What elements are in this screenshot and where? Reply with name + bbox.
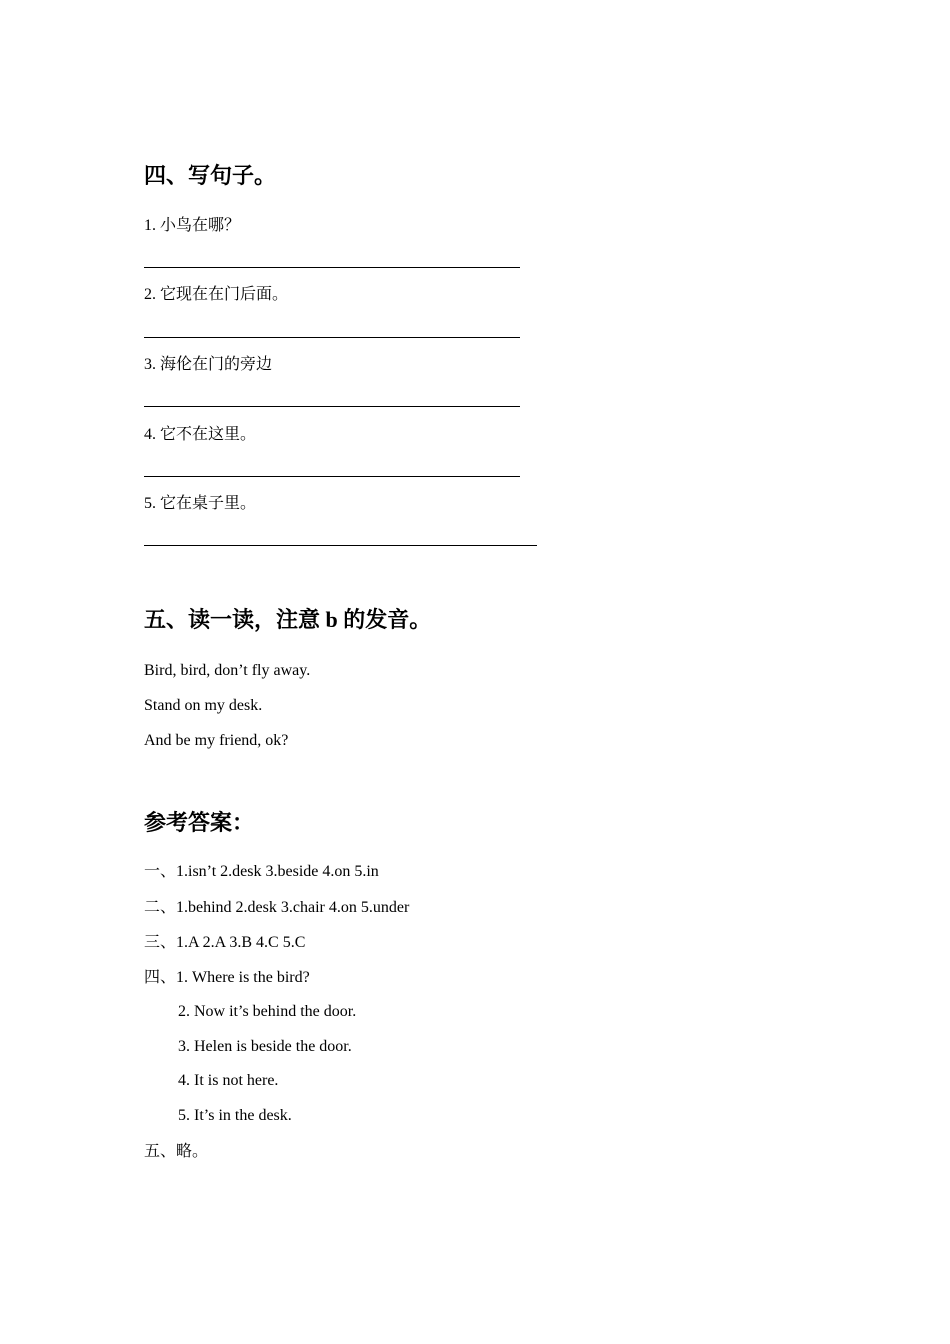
section4-item-1: 1. 小鸟在哪？ <box>144 217 241 234</box>
answer-line-section4-4: 4. It is not here. <box>178 1072 279 1089</box>
answer-line-section4-1: 四、1. Where is the bird? <box>144 969 310 986</box>
answer-blank-line-3[interactable] <box>144 406 520 407</box>
section4-item-4: 4. 它不在这里。 <box>144 426 257 443</box>
answers-heading: 参考答案： <box>144 810 255 835</box>
section4-item-2: 2. 它现在在门后面。 <box>144 286 289 303</box>
answer-blank-line-2[interactable] <box>144 337 520 338</box>
answer-blank-line-1[interactable] <box>144 267 520 268</box>
poem-line-1: Bird, bird, don’t fly away. <box>144 662 311 679</box>
section5-heading: 五、读一读，注意 b 的发音。 <box>144 607 432 632</box>
poem-line-2: Stand on my desk. <box>144 697 263 714</box>
answer-line-section4-3: 3. Helen is beside the door. <box>178 1038 352 1055</box>
answer-blank-line-4[interactable] <box>144 476 520 477</box>
answer-line-section1: 一、1.isn’t 2.desk 3.beside 4.on 5.in <box>144 863 379 880</box>
section4-item-5: 5. 它在桌子里。 <box>144 495 257 512</box>
answer-line-section5: 五、略。 <box>144 1143 209 1160</box>
answer-line-section4-5: 5. It’s in the desk. <box>178 1107 292 1124</box>
section4-item-3: 3. 海伦在门的旁边 <box>144 356 273 373</box>
answer-blank-line-5[interactable] <box>144 545 537 546</box>
answer-line-section3: 三、1.A 2.A 3.B 4.C 5.C <box>144 934 306 951</box>
section4-heading: 四、写句子。 <box>144 163 277 188</box>
answer-line-section4-2: 2. Now it’s behind the door. <box>178 1003 357 1020</box>
poem-line-3: And be my friend, ok? <box>144 732 289 749</box>
answer-line-section2: 二、1.behind 2.desk 3.chair 4.on 5.under <box>144 899 410 916</box>
